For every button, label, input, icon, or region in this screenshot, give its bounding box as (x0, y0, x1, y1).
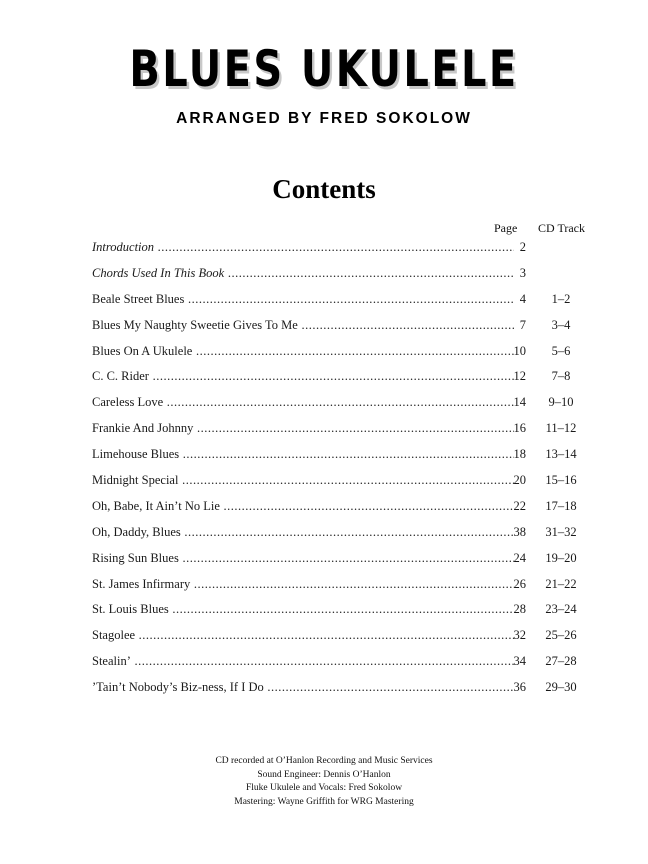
toc-entry-title-line (92, 238, 514, 257)
toc-entry-cd-track: 11–12 (545, 421, 577, 436)
toc-entry-page: 3 (519, 265, 526, 280)
toc-entry-cd-track: 21–22 (545, 576, 577, 591)
toc-entry-title-line (92, 652, 514, 671)
credit-line: Mastering: Wayne Griffith for WRG Mastering (234, 796, 414, 807)
credits (0, 755, 648, 809)
toc-entry-cd-track: 5–6 (551, 343, 571, 358)
toc-entry-title: C. C. Rider (92, 369, 149, 384)
toc-entry-title: Midnight Special (92, 473, 179, 488)
toc-entry-page: 7 (519, 317, 526, 332)
toc-entry (92, 678, 592, 704)
toc-entry-title: Blues My Naughty Sweetie Gives To Me (92, 317, 298, 332)
toc-entry-title-line (92, 445, 514, 464)
toc-entry-title-line (92, 419, 514, 438)
credit-line: CD recorded at O’Hanlon Recording and Music Services (215, 756, 433, 766)
toc-entry-page: 34 (513, 654, 526, 669)
book-title: BLUES UKULELE (129, 40, 519, 98)
toc-entry-title-line (92, 626, 514, 645)
toc-entry-page: 24 (513, 550, 526, 565)
toc-entry-title-line (92, 549, 514, 568)
toc-entry-cd-track: 31–32 (545, 524, 577, 539)
toc-entry-page: 10 (513, 343, 526, 358)
toc-entry-title-line (92, 600, 514, 619)
toc-entry (92, 290, 592, 316)
toc-entry-title: St. James Infirmary (92, 576, 191, 591)
toc-entry-cd-track: 9–10 (548, 395, 574, 410)
toc-entry-title-line (92, 290, 514, 309)
toc-entry-cd-track: 19–20 (545, 550, 577, 565)
toc-entry-title: Frankie And Johnny (92, 421, 194, 436)
toc-entry-title: Beale Street Blues (92, 291, 185, 306)
toc-entry (92, 264, 592, 290)
toc-entry (92, 471, 592, 497)
toc-entry-title-line (92, 471, 514, 490)
toc-entry-title: Stagolee (92, 628, 136, 643)
toc-entry-title-line (92, 342, 514, 361)
toc-entry (92, 238, 592, 264)
toc-entry-cd-track: 7–8 (551, 369, 571, 384)
toc-entry-cd-track: 25–26 (545, 628, 577, 643)
toc-entry-title-line (92, 575, 514, 594)
toc-entry-page: 2 (519, 240, 526, 254)
toc-entry-page: 28 (513, 602, 526, 617)
toc-entry-title: Oh, Daddy, Blues (92, 524, 181, 539)
credit-line: Sound Engineer: Dennis O’Hanlon (257, 769, 391, 780)
toc-entry-title: Chords Used In This Book (92, 265, 225, 280)
toc-entry-title: Limehouse Blues (92, 447, 180, 462)
toc-entry (92, 652, 592, 678)
toc-entry (92, 600, 592, 626)
toc-entry (92, 497, 592, 523)
toc-entry-title-line (92, 367, 514, 386)
toc-entry-title-line (92, 264, 514, 283)
toc-entry-page: 32 (513, 628, 526, 643)
toc-entry-title-line (92, 523, 514, 542)
toc-entry-cd-track: 29–30 (545, 680, 577, 695)
toc-entry-page: 36 (513, 680, 526, 695)
table-of-contents (92, 238, 592, 704)
page-column-header: Page (494, 221, 518, 235)
toc-entry-title-line (92, 678, 514, 697)
toc-entry-page: 12 (513, 369, 526, 384)
toc-entry (92, 523, 592, 549)
toc-entry-cd-track: 15–16 (545, 473, 577, 488)
toc-entry (92, 367, 592, 393)
toc-entry (92, 316, 592, 342)
toc-entry-cd-track: 13–14 (545, 447, 577, 462)
toc-entry-title: ’Tain’t Nobody’s Biz-ness, If I Do (92, 680, 264, 695)
toc-entry-title: Introduction (92, 240, 155, 254)
toc-entry-title: Careless Love (92, 395, 164, 410)
toc-entry-title-line (92, 393, 514, 412)
toc-entry-page: 4 (519, 291, 526, 306)
toc-entry-title: Oh, Babe, It Ain’t No Lie (92, 498, 220, 513)
cd-track-column-header: CD Track (538, 221, 586, 235)
toc-entry-cd-track: 3–4 (551, 317, 571, 332)
toc-entry-cd-track: 17–18 (545, 498, 577, 513)
toc-entry (92, 419, 592, 445)
toc-entry-title: Blues On A Ukulele (92, 343, 193, 358)
toc-entry (92, 575, 592, 601)
toc-entry-cd-track: 1–2 (551, 291, 571, 306)
toc-entry-title: Stealin’ (92, 654, 131, 669)
toc-entry-page: 22 (513, 498, 526, 513)
toc-entry-page: 26 (513, 576, 526, 591)
toc-entry-cd-track: 23–24 (545, 602, 577, 617)
toc-entry-title-line (92, 316, 514, 335)
toc-entry (92, 626, 592, 652)
toc-entry-title: Rising Sun Blues (92, 550, 179, 565)
toc-entry-page: 38 (513, 524, 526, 539)
toc-entry-cd-track: 27–28 (545, 654, 577, 669)
toc-entry (92, 342, 592, 368)
credit-line: Fluke Ukulele and Vocals: Fred Sokolow (245, 783, 403, 793)
toc-entry (92, 549, 592, 575)
toc-entry-title: St. Louis Blues (92, 602, 169, 617)
toc-entry-page: 16 (513, 421, 526, 436)
contents-heading: Contents (272, 174, 376, 204)
toc-entry (92, 445, 592, 471)
toc-entry-title-line (92, 497, 514, 516)
book-subtitle: ARRANGED BY FRED SOKOLOW (176, 110, 472, 127)
toc-entry-page: 14 (513, 395, 526, 410)
toc-entry-page: 18 (513, 447, 526, 462)
toc-entry (92, 393, 592, 419)
toc-entry-page: 20 (513, 473, 526, 488)
